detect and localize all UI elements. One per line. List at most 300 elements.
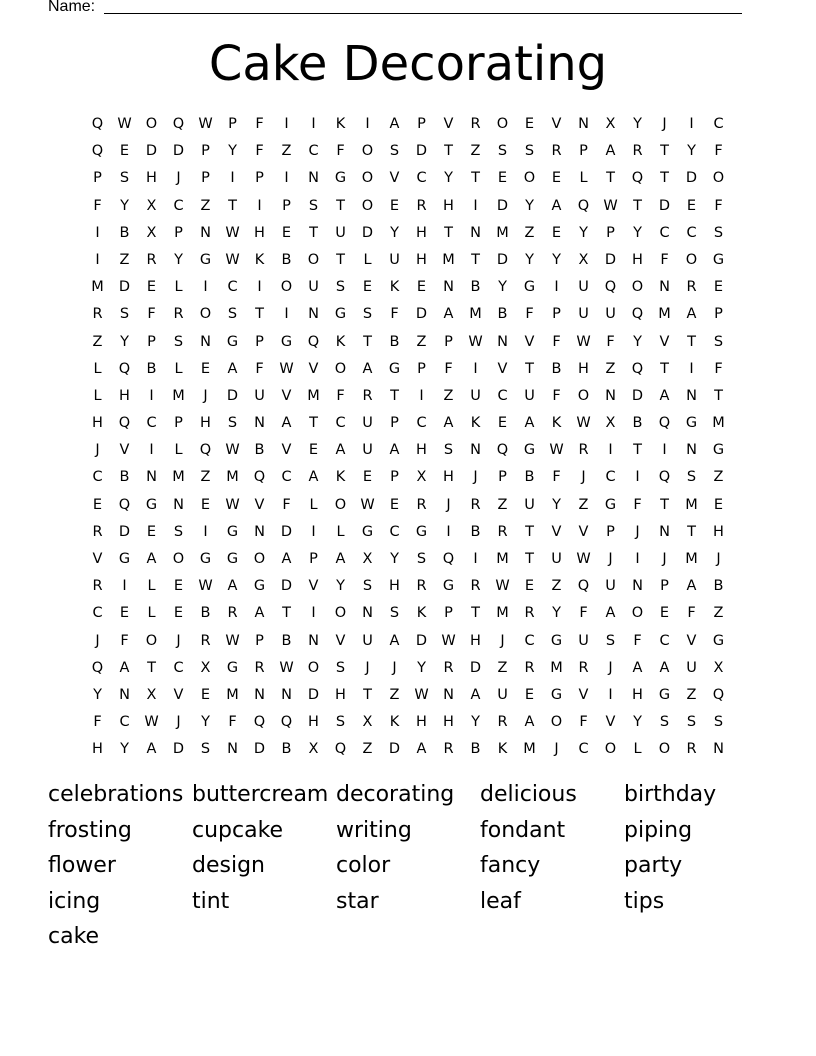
grid-letter: L — [579, 170, 588, 187]
grid-letter: P — [201, 143, 210, 160]
grid-letter: Z — [578, 496, 589, 513]
grid-letter: S — [497, 143, 508, 160]
grid-letter: I — [473, 197, 478, 214]
grid-letter: Y — [633, 224, 642, 241]
grid-letter: A — [227, 578, 238, 595]
grid-letter: C — [578, 741, 589, 758]
grid-letter: C — [416, 415, 427, 432]
grid-letter: S — [119, 306, 130, 323]
grid-letter: O — [523, 170, 536, 187]
grid-letter: U — [578, 306, 589, 323]
grid-letter: R — [416, 197, 427, 214]
word-list-item: flower — [48, 853, 116, 879]
grid-letter: P — [714, 306, 723, 323]
grid-letter: Q — [577, 197, 590, 214]
word-list-item: birthday — [624, 782, 717, 807]
grid-letter: Q — [253, 469, 266, 486]
word-list-item: writing — [336, 817, 412, 843]
grid-letter: M — [712, 415, 725, 432]
grid-letter: V — [389, 170, 400, 187]
grid-letter: C — [92, 605, 103, 622]
grid-letter: P — [606, 224, 615, 241]
grid-letter: Z — [362, 741, 373, 758]
grid-letter: G — [199, 551, 212, 567]
grid-letter: Y — [417, 659, 426, 676]
grid-letter: E — [524, 116, 535, 132]
word-list-item: tips — [624, 888, 665, 914]
grid-letter: N — [605, 387, 616, 404]
grid-letter: R — [470, 496, 481, 513]
grid-letter: H — [443, 714, 454, 731]
grid-letter: S — [389, 605, 400, 622]
grid-letter: M — [685, 496, 698, 513]
grid-letter: I — [149, 387, 154, 404]
word-list-item: fancy — [480, 853, 541, 879]
grid-letter: M — [658, 306, 671, 323]
grid-letter: O — [550, 714, 563, 731]
grid-letter: J — [473, 469, 478, 486]
grid-letter: A — [524, 714, 535, 731]
grid-letter: E — [173, 578, 184, 595]
grid-letter: V — [659, 333, 670, 350]
grid-letter: E — [659, 605, 670, 622]
grid-letter: G — [604, 496, 617, 513]
grid-letter: B — [632, 415, 643, 432]
grid-letter: V — [335, 632, 346, 649]
word-list-item: fondant — [480, 817, 566, 843]
grid-letter: S — [227, 306, 238, 323]
grid-letter: T — [444, 224, 453, 241]
grid-letter: F — [687, 605, 696, 622]
grid-letter: U — [578, 632, 589, 649]
grid-letter: Y — [228, 143, 237, 160]
word-list-item: buttercream — [192, 782, 329, 807]
grid-letter: N — [254, 415, 265, 432]
grid-letter: T — [714, 387, 723, 404]
grid-letter: Y — [120, 333, 129, 350]
grid-letter: J — [176, 714, 181, 731]
word-list-item: cupcake — [192, 817, 284, 843]
grid-letter: Z — [416, 333, 427, 350]
grid-letter: K — [335, 116, 346, 132]
grid-letter: D — [685, 170, 698, 187]
grid-letter: P — [309, 551, 318, 567]
grid-letter: Y — [498, 279, 507, 296]
grid-letter: O — [307, 251, 320, 268]
grid-letter: X — [200, 659, 211, 676]
grid-letter: Q — [631, 306, 644, 323]
grid-letter: Y — [525, 197, 534, 214]
grid-letter: G — [388, 360, 401, 377]
grid-letter: K — [416, 605, 427, 622]
grid-letter: I — [311, 605, 316, 622]
grid-letter: I — [365, 116, 370, 132]
grid-letter: R — [686, 741, 697, 758]
grid-letter: A — [308, 469, 319, 486]
grid-letter: O — [496, 116, 509, 132]
grid-letter: N — [254, 523, 265, 540]
grid-letter: T — [471, 605, 480, 622]
grid-letter: Q — [91, 659, 104, 676]
grid-letter: I — [230, 170, 235, 187]
grid-letter: R — [524, 659, 535, 676]
grid-letter: S — [119, 170, 130, 187]
grid-letter: D — [118, 523, 131, 540]
grid-letter: I — [311, 523, 316, 540]
grid-letter: A — [659, 387, 670, 404]
word-list — [48, 777, 768, 955]
grid-letter: X — [362, 714, 373, 731]
grid-letter: R — [173, 306, 184, 323]
grid-letter: D — [469, 659, 482, 676]
grid-letter: H — [443, 197, 454, 214]
grid-letter: Y — [120, 741, 129, 758]
grid-letter: P — [390, 469, 399, 486]
grid-letter: M — [226, 686, 239, 703]
grid-letter: T — [660, 496, 669, 513]
grid-letter: M — [307, 387, 320, 404]
grid-letter: Z — [713, 469, 724, 486]
grid-letter: M — [550, 659, 563, 676]
grid-letter: A — [362, 360, 373, 377]
grid-letter: O — [199, 306, 212, 323]
grid-letter: Q — [118, 496, 131, 513]
grid-letter: P — [201, 170, 210, 187]
grid-letter: A — [605, 605, 616, 622]
grid-letter: G — [226, 659, 239, 676]
grid-letter: I — [95, 224, 100, 241]
grid-letter: C — [227, 279, 238, 296]
grid-letter: U — [551, 551, 562, 567]
grid-letter: V — [578, 523, 589, 540]
grid-letter: J — [392, 659, 397, 676]
grid-letter: C — [146, 415, 157, 432]
grid-letter: M — [91, 279, 104, 296]
grid-letter: Y — [552, 251, 561, 268]
grid-letter: S — [713, 224, 724, 241]
grid-letter: A — [281, 551, 292, 567]
grid-letter: H — [713, 523, 724, 540]
grid-letter: Y — [633, 333, 642, 350]
grid-letter: M — [442, 251, 455, 268]
grid-letter: A — [686, 578, 697, 595]
grid-letter: B — [551, 360, 562, 377]
grid-letter: Q — [604, 279, 617, 296]
grid-letter: N — [443, 279, 454, 296]
grid-letter: B — [200, 605, 211, 622]
grid-letter: A — [389, 632, 400, 649]
grid-letter: D — [361, 224, 374, 241]
grid-letter: Q — [712, 686, 725, 703]
grid-letter: S — [362, 578, 373, 595]
grid-letter: P — [606, 523, 615, 540]
grid-letter: D — [253, 741, 266, 758]
grid-letter: E — [200, 496, 211, 513]
grid-letter: M — [496, 551, 509, 567]
grid-letter: G — [685, 415, 698, 432]
grid-letter: E — [119, 605, 130, 622]
grid-letter: P — [417, 116, 426, 132]
grid-letter: J — [95, 632, 100, 649]
grid-letter: B — [281, 251, 292, 268]
grid-letter: H — [389, 578, 400, 595]
grid-letter: I — [689, 360, 694, 377]
grid-letter: Y — [633, 714, 642, 731]
grid-letter: K — [470, 415, 481, 432]
grid-letter: T — [309, 415, 318, 432]
grid-letter: Z — [605, 360, 616, 377]
grid-letter: C — [524, 632, 535, 649]
grid-letter: S — [713, 714, 724, 731]
grid-letter: I — [554, 279, 559, 296]
grid-letter: W — [225, 251, 240, 268]
grid-letter: B — [470, 741, 481, 758]
grid-letter: T — [228, 197, 237, 214]
grid-letter: N — [281, 686, 292, 703]
grid-letter: W — [225, 496, 240, 513]
grid-letter: A — [659, 659, 670, 676]
grid-letter: L — [147, 578, 156, 595]
grid-letter: R — [443, 741, 454, 758]
grid-letter: S — [659, 714, 670, 731]
grid-letter: R — [200, 632, 211, 649]
grid-letter: X — [146, 224, 157, 241]
grid-letter: E — [497, 170, 508, 187]
grid-letter: S — [605, 632, 616, 649]
grid-letter: D — [415, 632, 428, 649]
grid-letter: W — [414, 686, 429, 703]
grid-letter: D — [631, 387, 644, 404]
grid-letter: P — [147, 333, 156, 350]
grid-letter: E — [524, 578, 535, 595]
grid-letter: V — [308, 578, 319, 595]
grid-letter: M — [226, 469, 239, 486]
grid-letter: I — [203, 523, 208, 540]
grid-letter: W — [603, 197, 618, 214]
grid-letter: F — [552, 469, 561, 486]
grid-letter: Y — [336, 578, 345, 595]
grid-letter: I — [635, 469, 640, 486]
grid-letter: G — [118, 551, 131, 567]
grid-letter: Q — [442, 551, 455, 567]
grid-letter: E — [362, 469, 373, 486]
word-list-item: frosting — [48, 817, 132, 843]
grid-letter: I — [473, 360, 478, 377]
grid-letter: T — [390, 387, 399, 404]
grid-letter: S — [362, 306, 373, 323]
grid-letter: Z — [470, 143, 481, 160]
grid-letter: A — [443, 306, 454, 323]
grid-letter: Y — [390, 224, 399, 241]
grid-letter: G — [550, 632, 563, 649]
grid-letter: W — [495, 578, 510, 595]
grid-letter: R — [92, 578, 103, 595]
grid-letter: E — [389, 496, 400, 513]
grid-letter: Z — [92, 333, 103, 350]
grid-letter: K — [335, 469, 346, 486]
grid-letter: Y — [579, 224, 588, 241]
grid-letter: T — [471, 251, 480, 268]
grid-letter: T — [633, 442, 642, 459]
grid-letter: A — [335, 442, 346, 459]
grid-letter: C — [92, 469, 103, 486]
page-title: Cake Decorating — [208, 36, 608, 92]
grid-letter: G — [226, 551, 239, 567]
grid-letter: G — [334, 306, 347, 323]
grid-letter: U — [362, 415, 373, 432]
grid-letter: T — [471, 170, 480, 187]
grid-letter: A — [389, 442, 400, 459]
grid-letter: E — [281, 224, 292, 241]
grid-letter: D — [280, 523, 293, 540]
grid-letter: N — [659, 279, 670, 296]
grid-letter: Y — [471, 714, 480, 731]
grid-letter: Y — [552, 496, 561, 513]
grid-letter: G — [550, 686, 563, 703]
grid-letter: C — [308, 143, 319, 160]
grid-letter: A — [335, 551, 346, 567]
grid-letter: U — [389, 251, 400, 268]
grid-letter: N — [470, 442, 481, 459]
grid-letter: O — [145, 632, 158, 649]
grid-letter: Q — [118, 360, 131, 377]
grid-letter: R — [524, 605, 535, 622]
grid-letter: I — [95, 251, 100, 268]
grid-letter: F — [714, 197, 723, 214]
grid-letter: T — [336, 251, 345, 268]
grid-letter: R — [92, 306, 103, 323]
grid-letter: L — [147, 605, 156, 622]
grid-letter: B — [713, 578, 724, 595]
grid-letter: Z — [686, 686, 697, 703]
grid-letter: P — [228, 116, 237, 132]
grid-letter: U — [308, 279, 319, 296]
grid-letter: F — [579, 714, 588, 731]
grid-letter: P — [174, 224, 183, 241]
grid-letter: S — [443, 442, 454, 459]
grid-letter: J — [176, 632, 181, 649]
word-list-item: tint — [192, 888, 230, 914]
grid-letter: L — [633, 741, 642, 758]
grid-letter: B — [281, 741, 292, 758]
grid-letter: A — [119, 659, 130, 676]
grid-letter: J — [500, 632, 505, 649]
grid-letter: R — [497, 523, 508, 540]
grid-letter: I — [284, 306, 289, 323]
grid-letter: J — [203, 387, 208, 404]
grid-letter: Q — [658, 415, 671, 432]
grid-letter: G — [442, 578, 455, 595]
grid-letter: T — [282, 605, 291, 622]
grid-letter: V — [497, 360, 508, 377]
grid-letter: A — [443, 415, 454, 432]
grid-letter: O — [712, 170, 725, 187]
grid-letter: J — [554, 741, 559, 758]
grid-letter: Q — [307, 333, 320, 350]
name-blank-line — [104, 13, 742, 14]
grid-letter: F — [93, 197, 102, 214]
grid-letter: H — [443, 469, 454, 486]
grid-letter: I — [122, 578, 127, 595]
grid-letter: C — [173, 659, 184, 676]
grid-letter: C — [389, 523, 400, 540]
grid-letter: L — [174, 279, 183, 296]
grid-letter: D — [226, 387, 239, 404]
grid-letter: I — [608, 442, 613, 459]
grid-letter: K — [254, 251, 265, 268]
grid-letter: I — [284, 116, 289, 132]
grid-letter: U — [524, 387, 535, 404]
grid-letter: C — [605, 469, 616, 486]
grid-letter: S — [524, 143, 535, 160]
grid-letter: D — [496, 197, 509, 214]
grid-letter: H — [416, 251, 427, 268]
letter-grid — [84, 111, 732, 764]
grid-letter: P — [660, 578, 669, 595]
grid-letter: A — [551, 197, 562, 214]
grid-letter: R — [470, 116, 481, 132]
grid-letter: A — [605, 143, 616, 160]
grid-letter: M — [523, 741, 536, 758]
grid-letter: B — [470, 279, 481, 296]
grid-letter: L — [336, 523, 345, 540]
grid-letter: O — [280, 279, 293, 296]
grid-letter: U — [524, 496, 535, 513]
grid-letter: Y — [174, 251, 183, 268]
grid-letter: J — [95, 442, 100, 459]
grid-letter: D — [415, 306, 428, 323]
grid-letter: F — [444, 360, 453, 377]
grid-letter: G — [712, 251, 725, 268]
grid-letter: C — [119, 714, 130, 731]
grid-letter: A — [416, 741, 427, 758]
grid-letter: X — [578, 251, 589, 268]
grid-letter: V — [686, 632, 697, 649]
grid-letter: G — [253, 578, 266, 595]
grid-letter: C — [713, 116, 724, 132]
grid-letter: L — [174, 442, 183, 459]
grid-letter: C — [335, 415, 346, 432]
grid-letter: A — [146, 741, 157, 758]
grid-letter: U — [578, 279, 589, 296]
grid-letter: B — [254, 442, 265, 459]
grid-letter: V — [578, 686, 589, 703]
grid-letter: R — [416, 496, 427, 513]
grid-letter: Z — [281, 143, 292, 160]
grid-letter: X — [605, 116, 616, 132]
grid-letter: Q — [91, 116, 104, 132]
grid-letter: H — [92, 415, 103, 432]
grid-letter: A — [254, 605, 265, 622]
grid-letter: E — [146, 279, 157, 296]
grid-letter: J — [662, 116, 667, 132]
grid-letter: O — [658, 741, 671, 758]
grid-letter: M — [172, 387, 185, 404]
grid-letter: O — [334, 360, 347, 377]
grid-letter: Z — [200, 197, 211, 214]
grid-letter: O — [145, 116, 158, 132]
grid-letter: H — [119, 387, 130, 404]
grid-letter: O — [361, 197, 374, 214]
grid-letter: A — [227, 360, 238, 377]
grid-letter: P — [498, 469, 507, 486]
grid-letter: J — [716, 551, 721, 567]
grid-letter: S — [416, 551, 427, 567]
grid-letter: L — [174, 360, 183, 377]
grid-letter: I — [149, 442, 154, 459]
grid-letter: O — [577, 387, 590, 404]
grid-letter: Q — [172, 116, 185, 132]
